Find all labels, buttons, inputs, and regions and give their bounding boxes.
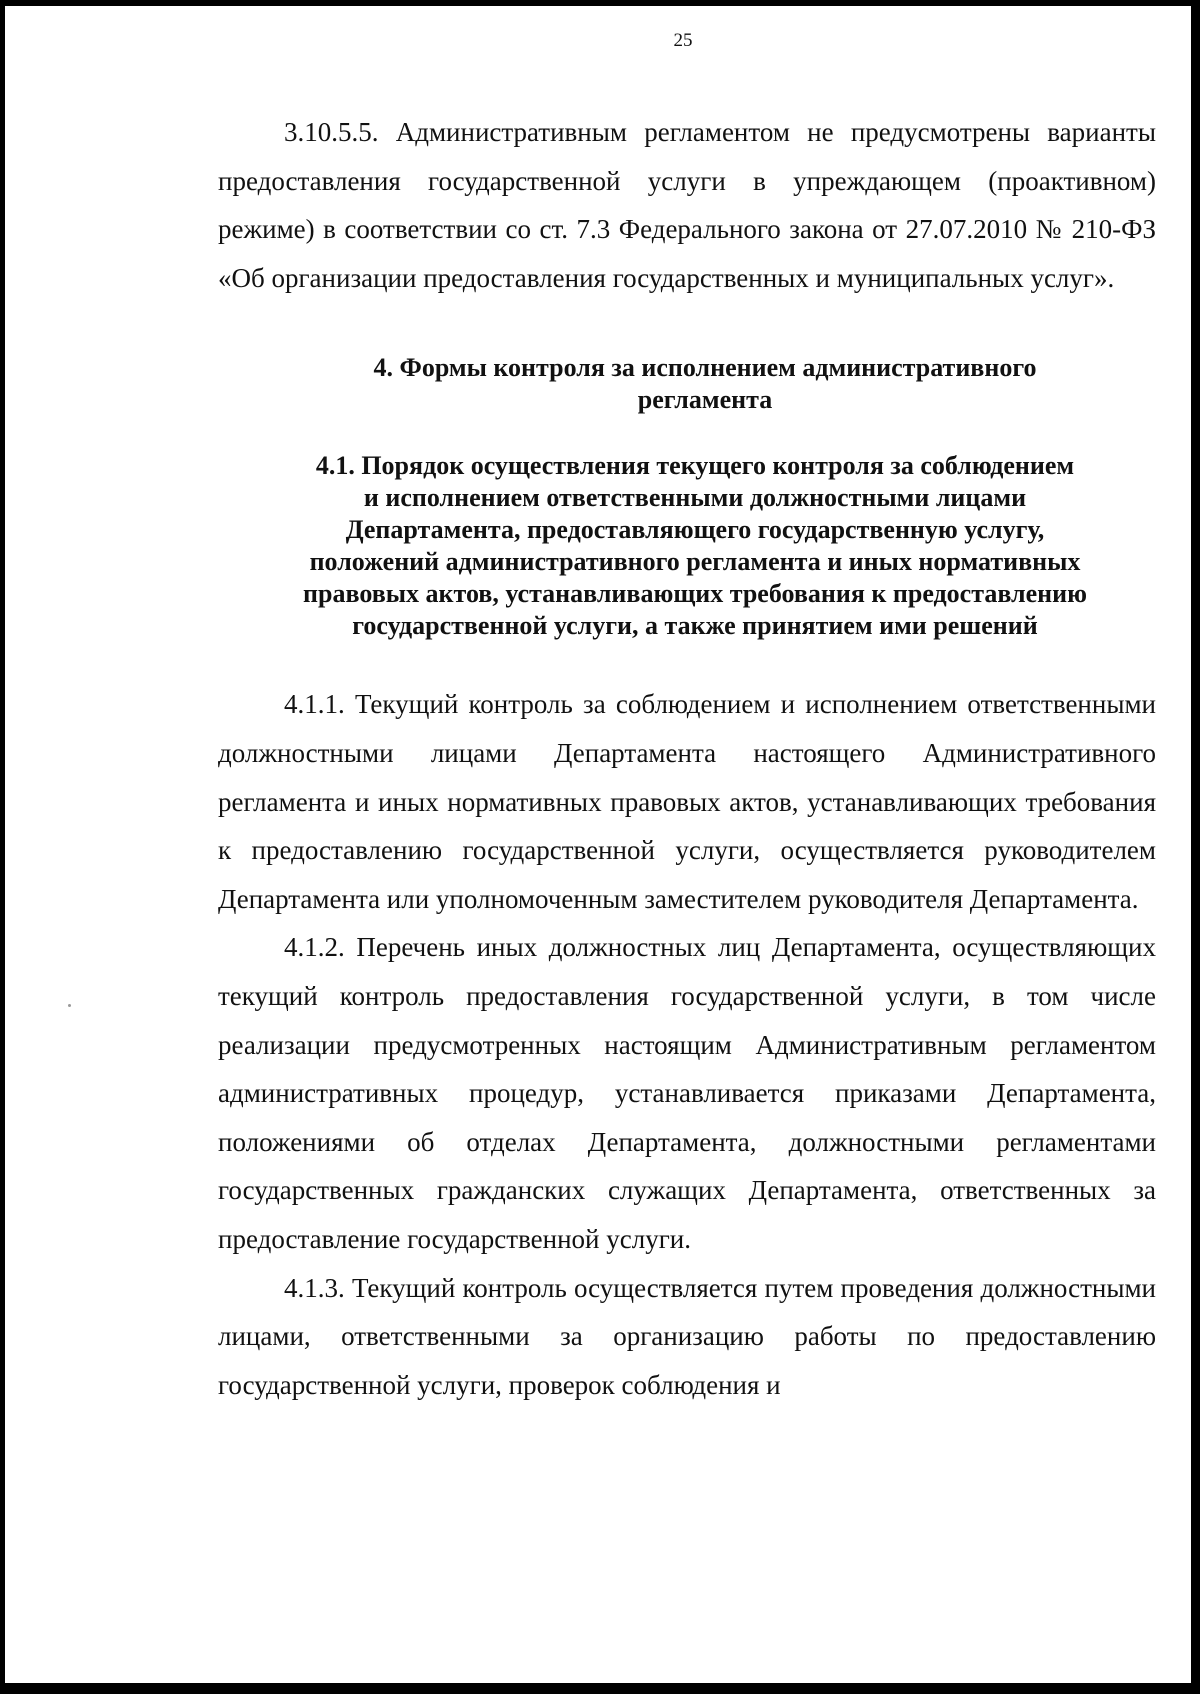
paragraph-3-10-5-5: 3.10.5.5. Административным регламентом не предусмотрены варианты предоставления государственной услуги в упреждающем (проактивном) режиме) в соответствии со ст. 7.3 Федерального закона от 27.07.2010 № 210-ФЗ «Об организации предоставления государственных и муниципальных услуг».	[218, 117, 1156, 293]
subsection-4-1-heading-line: положений административного регламента и иных нормативных	[309, 547, 1081, 577]
subsection-4-1-heading-line: и исполнением ответственными должностными лицами	[363, 483, 1027, 513]
subsection-4-1-heading	[218, 450, 1156, 642]
section-4-heading	[218, 352, 1156, 416]
section-4-heading-line: 4. Формы контроля за исполнением административного	[373, 353, 1037, 383]
subsection-4-1-heading-line: 4.1. Порядок осуществления текущего контроля за соблюдением	[315, 451, 1075, 481]
page-number: 25	[673, 30, 693, 51]
subsection-4-1-body	[218, 680, 1156, 1409]
subsection-4-1-heading-line: правовых актов, устанавливающих требования к предоставлению	[303, 579, 1087, 609]
subsection-4-1-heading-line: государственной услуги, а также принятием ими решений	[352, 611, 1038, 641]
scan-speck	[68, 1004, 71, 1007]
paragraph-4-1-2: 4.1.2. Перечень иных должностных лиц Департамента, осуществляющих текущий контроль предоставления государственной услуги, в том числе реализации предусмотренных настоящим Административным регламентом административных процедур, устанавливается приказами Департамента, положениями об отделах Департамента, должностными регламентами государственных гражданских служащих Департамента, ответственных за предоставление государственной услуги.	[218, 932, 1156, 1254]
subsection-4-1-heading-line: Департамента, предоставляющего государственную услугу,	[345, 515, 1045, 545]
paragraph-4-1-3: 4.1.3. Текущий контроль осуществляется путем проведения должностными лицами, ответственными за организацию работы по предоставлению государственной услуги, проверок соблюдения и	[218, 1272, 1156, 1400]
document-body	[218, 108, 1156, 1409]
section-4-heading-line: регламента	[637, 385, 773, 415]
paragraph-4-1-1: 4.1.1. Текущий контроль за соблюдением и исполнением ответственными должностными лицами Департамента настоящего Административного регламента и иных нормативных правовых актов, устанавливающих требования к предоставлению государственной услуги, осуществляется руководителем Департамента или уполномоченным заместителем руководителя Департамента.	[218, 689, 1156, 914]
